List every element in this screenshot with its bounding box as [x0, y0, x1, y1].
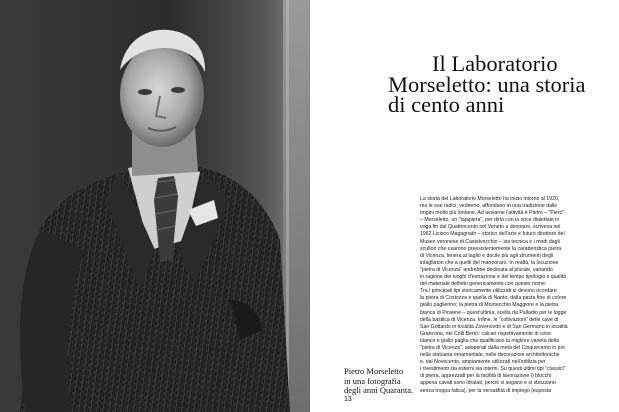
body-line: nella statuaria ornamentale, nelle decorazioni architettoniche [420, 352, 560, 359]
body-text [420, 196, 606, 395]
title-line: Morseletto: una storia [388, 71, 586, 97]
caption-line: in una fotografia [344, 375, 401, 386]
body-line: "pietra di Vicenza" andrebbe declinata al plurale, variando [420, 266, 553, 273]
body-line: di Vicenza, tenera al taglio e docile più agli strumenti degli [420, 252, 554, 259]
body-line: San Gottardo in località Zovencedo e di San Germano in località [420, 323, 568, 330]
body-line: del materiale definito genericamente con questo nome. [420, 281, 547, 288]
body-line: scultori che usarono preesistentemente la caratteristica pietra [420, 245, 562, 252]
title-line: Il Laboratorio [432, 51, 558, 76]
body-line: senza troppa fatica), per la versatilità di impiego (esposta [420, 387, 552, 394]
caption-line: degli anni Quaranta. [344, 385, 414, 395]
body-line: della basilica di Vicenza. Infine, le "coltivazioni" delle cave di [420, 316, 559, 323]
body-line: Grancona, nei Colli Berici: calcari rispettivamente di color [420, 330, 552, 337]
title-line: di cento anni [388, 92, 505, 117]
body-line: in ragione dei luoghi d'estrazione e del tempo tipologia e qualità [420, 274, 567, 281]
body-line: voga fin dal Quattrocento nel Veneto a denotare, scriveva nel [420, 224, 561, 231]
page-number: 13 [344, 396, 352, 403]
body-line: i rivestimenti sia esterni sia interni. Su questi ultimi tipi "classici" [420, 366, 566, 373]
body-line: La storia del Laboratorio Morseletto ha inizio intorno al 1920, [420, 196, 560, 202]
body-line: origini molto più lontane. Ad avviarne l'attività è Pietro – "Piero" [420, 210, 565, 217]
body-line: Tra i principali tipi storicamente utilizzati si devono ricordare [420, 288, 557, 295]
body-line: Museo veronese di Castelvecchio – sia tecnica e i modi dagli [420, 238, 560, 245]
body-line: "pietra di Vicenza", adoperati dalla metà del Cinquecento in poi [420, 344, 565, 351]
body-line: la pietra di Costozza e quella di Nanto, dalla pasta fine di colore [420, 295, 567, 302]
body-line: bianca di Piovene – quest'ultima, scelta da Palladio per le logge [420, 309, 567, 316]
body-line: – Morseletto, un "tajapiera", per dirla con la voce dialettale in [420, 217, 560, 224]
caption-line: Pietro Morseletto [344, 366, 404, 376]
body-line: e, dal Novecento, ampiamente utilizzati nell'edilizia per [420, 359, 546, 366]
body-line: di pietra, apprezzati per la facilità di lavorazione (i blocchi [420, 373, 552, 380]
body-line: intagliatori che a quelli del marmoraro. In realtà, la locuzione [420, 259, 559, 266]
body-line: giallo paglierino; la pietra di Montecchio Maggiore e la pietra [420, 302, 559, 309]
chapter-title [388, 51, 588, 117]
body-line: appena cavati sono idratati, perciò si segano e si sbozzano [420, 380, 556, 387]
body-line: 1962 Licisco Magagnato – storico dell'arte e futuro direttore del [420, 231, 565, 238]
body-line: bianco e giallo paglia che qualificano la migliore varietà della [420, 337, 559, 344]
body-line: ma le sue radici, vedremo, affondano in una tradizione dalle [420, 203, 558, 210]
